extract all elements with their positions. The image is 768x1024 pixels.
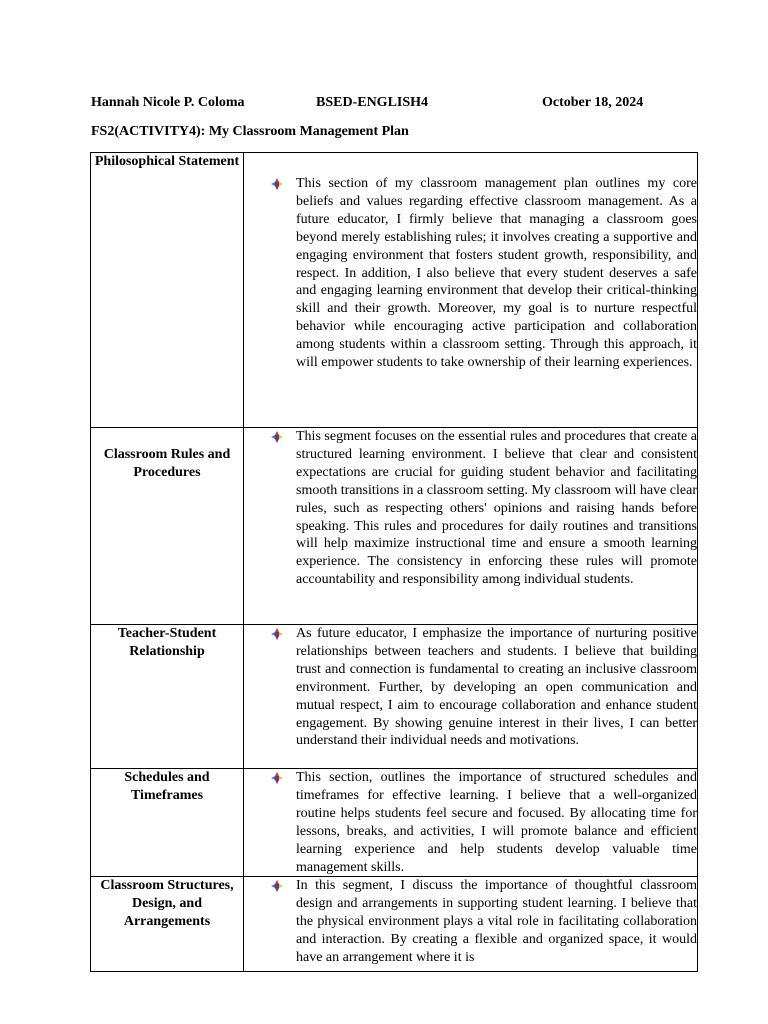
row-content — [244, 625, 698, 769]
row-label: Philosophical Statement — [91, 153, 244, 428]
row-label: Classroom Rules and Procedures — [91, 428, 244, 625]
four-color-arrow-bullet-icon — [244, 769, 296, 787]
table-row — [91, 877, 698, 972]
row-description: As future educator, I emphasize the importance of nurturing positive relationships between teachers and students. I believe that building trust and connection is fundamental to creating an inclusive classroom environment. Further, by developing an open communication and mutual respect, I aim to encourage collaboration and enhance student engagement. By showing genuine interest in their lives, I can better understand their individual needs and motivations. — [296, 626, 697, 749]
management-plan-table — [90, 152, 698, 972]
four-color-arrow-bullet-icon — [244, 175, 296, 193]
bullet-item — [244, 877, 697, 967]
four-color-arrow-bullet-icon — [244, 625, 296, 643]
row-content — [244, 877, 698, 972]
table-row — [91, 625, 698, 769]
row-label: Classroom Structures, Design, and Arrangements — [91, 877, 244, 972]
bullet-item — [244, 175, 697, 372]
header-line — [91, 94, 691, 112]
table-row — [91, 153, 698, 428]
row-description: In this segment, I discuss the importance of thoughtful classroom design and arrangements in supporting student learning. I believe that the physical environment plays a vital role in facilitating collaboration and interaction. By creating a flexible and organized space, it would have an arrangement where it is — [296, 878, 697, 966]
row-description: This section, outlines the importance of structured schedules and timeframes for effective learning. I believe that a well-organized routine helps students feel secure and focused. By allocating time for lessons, breaks, and activities, I will promote balance and efficient learning experience and help students develop valuable time management skills. — [296, 770, 697, 875]
course-code: BSED-ENGLISH4 — [316, 95, 429, 110]
row-content — [244, 769, 698, 877]
row-label: Schedules and Timeframes — [91, 769, 244, 877]
table-row — [91, 428, 698, 625]
row-description: This segment focuses on the essential rules and procedures that create a structured learning environment. I believe that clear and consistent expectations are crucial for guiding student behavior and facilitating smooth transitions in a classroom setting. My classroom will have clear rules, such as respecting others' opinions and raising hands before speaking. This rules and procedures for daily routines and transitions will help maximize instructional time and ensure a smooth learning experience. The consistency in enforcing these rules will promote accountability and responsibility among individual students. — [296, 429, 697, 588]
row-label: Teacher-Student Relationship — [91, 625, 244, 769]
row-content — [244, 153, 698, 428]
row-description: This section of my classroom management plan outlines my core beliefs and values regarding effective classroom management. As a future educator, I firmly believe that managing a classroom goes beyond merely establishing rules; it involves creating a supportive and engaging environment that fosters student growth, responsibility, and respect. In addition, I also believe that every student deserves a safe and engaging learning environment that develop their critical-thinking skill and their growth. Moreover, my goal is to nurture respectful behavior while encouraging active participation and collaboration among students within a classroom setting. Through this approach, it will empower students to take ownership of their learning experiences. — [296, 176, 697, 371]
document-date: October 18, 2024 — [542, 95, 644, 110]
bullet-item — [244, 625, 697, 750]
four-color-arrow-bullet-icon — [244, 877, 296, 895]
table-row — [91, 769, 698, 877]
row-content — [244, 428, 698, 625]
student-name: Hannah Nicole P. Coloma — [91, 95, 245, 110]
document-title: FS2(ACTIVITY4): My Classroom Management Plan — [91, 124, 409, 139]
bullet-item — [244, 428, 697, 589]
four-color-arrow-bullet-icon — [244, 428, 296, 446]
bullet-item — [244, 769, 697, 876]
